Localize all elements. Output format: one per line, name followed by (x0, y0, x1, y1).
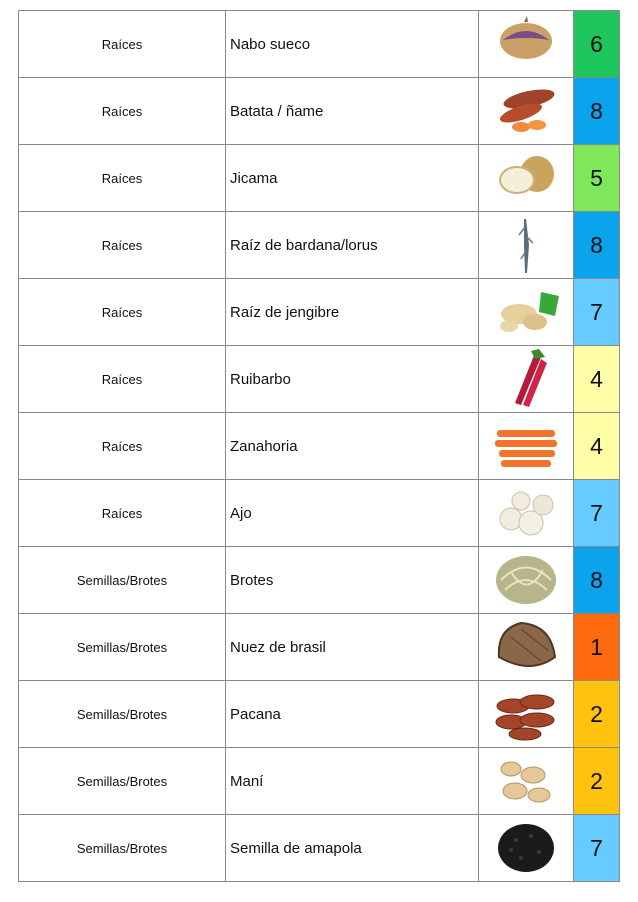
food-image-cell (479, 346, 574, 413)
category-cell: Raíces (19, 78, 226, 145)
sweet-potato-icon (491, 81, 561, 141)
table-row (19, 815, 620, 882)
sprouts-icon (491, 550, 561, 610)
food-image-cell (479, 212, 574, 279)
category-cell: Semillas/Brotes (19, 815, 226, 882)
food-image-cell (479, 748, 574, 815)
category-cell: Raíces (19, 11, 226, 78)
score-cell: 5 (574, 145, 620, 212)
poppy-seed-icon (491, 818, 561, 878)
jicama-icon (491, 148, 561, 208)
food-name-cell: Ruibarbo (226, 346, 479, 413)
food-image-cell (479, 480, 574, 547)
category-cell: Raíces (19, 480, 226, 547)
rutabaga-icon (491, 14, 561, 74)
food-image-cell (479, 78, 574, 145)
score-cell: 7 (574, 480, 620, 547)
score-cell: 8 (574, 547, 620, 614)
ginger-root-icon (491, 282, 561, 342)
category-cell: Semillas/Brotes (19, 614, 226, 681)
table-row (19, 681, 620, 748)
food-name-cell: Zanahoria (226, 413, 479, 480)
category-cell: Raíces (19, 346, 226, 413)
score-cell: 4 (574, 346, 620, 413)
food-name-cell: Batata / ñame (226, 78, 479, 145)
category-cell: Raíces (19, 145, 226, 212)
table-row (19, 145, 620, 212)
table-row (19, 279, 620, 346)
food-image-cell (479, 681, 574, 748)
table-row (19, 547, 620, 614)
carrot-icon (491, 416, 561, 476)
table-row (19, 346, 620, 413)
table-row (19, 11, 620, 78)
food-name-cell: Nabo sueco (226, 11, 479, 78)
food-image-cell (479, 547, 574, 614)
food-image-cell (479, 614, 574, 681)
category-cell: Semillas/Brotes (19, 748, 226, 815)
table-row (19, 212, 620, 279)
food-name-cell: Maní (226, 748, 479, 815)
category-cell: Raíces (19, 212, 226, 279)
food-image-cell (479, 11, 574, 78)
food-name-cell: Pacana (226, 681, 479, 748)
category-cell: Semillas/Brotes (19, 547, 226, 614)
score-cell: 4 (574, 413, 620, 480)
score-cell: 7 (574, 815, 620, 882)
food-name-cell: Raíz de bardana/lorus (226, 212, 479, 279)
table-row (19, 480, 620, 547)
score-cell: 8 (574, 78, 620, 145)
score-cell: 2 (574, 748, 620, 815)
food-image-cell (479, 815, 574, 882)
brazil-nut-icon (491, 617, 561, 677)
food-image-cell (479, 145, 574, 212)
peanut-icon (491, 751, 561, 811)
score-cell: 7 (574, 279, 620, 346)
food-name-cell: Jicama (226, 145, 479, 212)
score-cell: 2 (574, 681, 620, 748)
food-image-cell (479, 279, 574, 346)
food-name-cell: Raíz de jengibre (226, 279, 479, 346)
burdock-root-icon (491, 215, 561, 275)
table-row (19, 78, 620, 145)
table-row (19, 614, 620, 681)
food-name-cell: Ajo (226, 480, 479, 547)
table-row (19, 748, 620, 815)
score-cell: 8 (574, 212, 620, 279)
rhubarb-icon (491, 349, 561, 409)
category-cell: Semillas/Brotes (19, 681, 226, 748)
food-name-cell: Semilla de amapola (226, 815, 479, 882)
food-name-cell: Brotes (226, 547, 479, 614)
category-cell: Raíces (19, 279, 226, 346)
food-table (18, 10, 620, 882)
score-cell: 6 (574, 11, 620, 78)
score-cell: 1 (574, 614, 620, 681)
pecan-icon (491, 684, 561, 744)
table-row (19, 413, 620, 480)
category-cell: Raíces (19, 413, 226, 480)
food-image-cell (479, 413, 574, 480)
food-table-body (19, 11, 620, 882)
garlic-icon (491, 483, 561, 543)
food-name-cell: Nuez de brasil (226, 614, 479, 681)
